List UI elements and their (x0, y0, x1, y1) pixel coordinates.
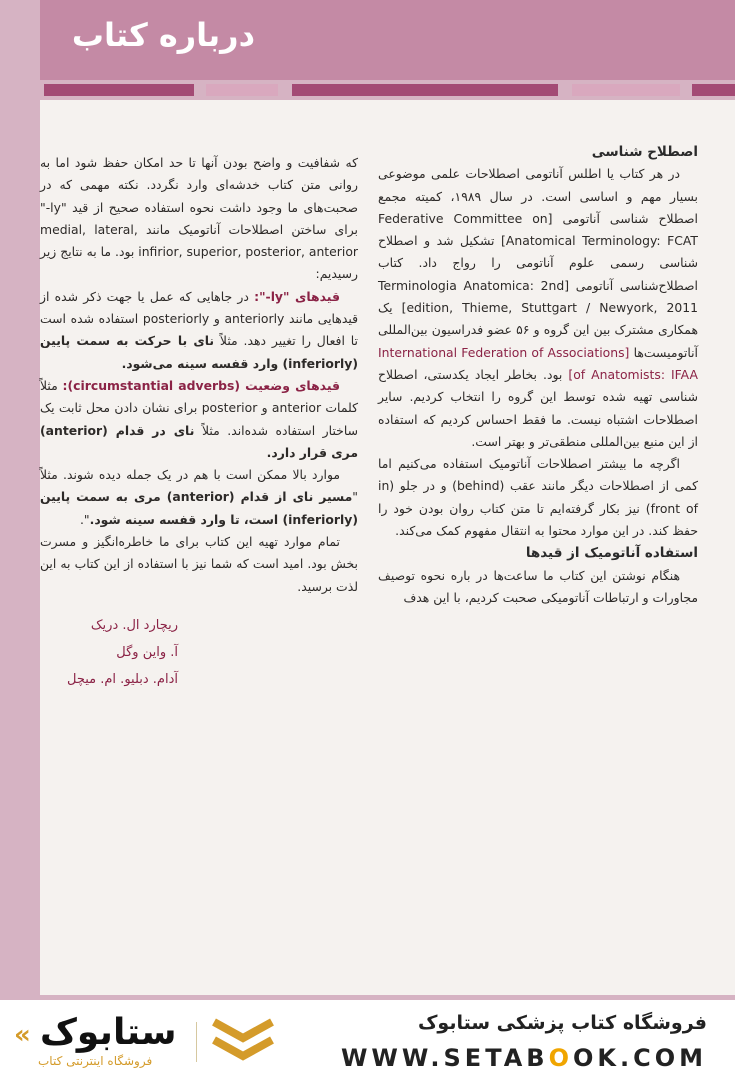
divider-stripe (292, 84, 558, 96)
signatures (40, 612, 358, 693)
chevron-stack-icon (208, 1014, 278, 1066)
logo-tagline: فروشگاه اینترنتی کتاب (38, 1054, 153, 1068)
footer-divider (196, 1022, 197, 1062)
paragraph: اگرچه ما بیشتر اصطلاحات آناتومیک استفاده می‌کنیم اما کمی از اصطلاحات دیگر مانند عقب (behind) و در جلو (in front of) نیز بکار گرفته‌ایم تا متن کتاب روان بودن خود را حفظ کند. در این موارد محتوا به انتقال مفهوم کمک می‌کند. (378, 456, 699, 539)
paragraph: در هر کتاب یا اطلس آناتومی اصطلاحات علمی موضوعی بسیار مهم و اساسی است. در سال ۱۹۸۹، کمیته مجمع اصطلاح شناسی آناتومی [Federative Committee on Anatomical Terminology: FCAT] تشکیل شد و اصطلاح شناسی رسمی علوم آناتومی را رواج داد. کتاب اصطلاح‌شناسی آناتومی [Terminologia Anatomica: 2nd edition, Thieme, Stuttgart / Newyork, 2011] یک همکاری مشترک بین این گروه و ۵۶ عضو فدراسیون بین‌المللی آناتومیست‌ها [International Federation of Associations of Anatomists: IFAA] بود. بخاطر ایجاد یکدستی، اصطلاح شناسی تهیه شده توسط این گروه را انتخاب کردیم. سایر اصطلاحات اشتباه نیست. ما فقط احساس کردیم که استفاده از این منبع بین‌المللی منطقی‌تر و بهتر است. (378, 166, 699, 449)
signature-author: آ. واین وگل (116, 644, 178, 660)
store-name: فروشگاه کتاب پزشکی ستابوک (417, 1012, 707, 1034)
paragraph: هنگام نوشتن این کتاب ما ساعت‌ها در باره نحوه توصیف مجاورات و ارتباطات آناتومیکی صحبت کردیم، با این هدف (378, 567, 698, 605)
footer-banner (0, 1000, 735, 1080)
ifaa-reference: [International Federation of Associations of Anatomists: IFAA] (378, 344, 698, 382)
paragraph: موارد بالا ممکن است با هم در یک جمله دیده شوند. مثلاً "مسیر نای از قدام (anterior) مری به سمت پایین (inferiorly) است، تا وارد قفسه سینه شود.". (40, 467, 358, 527)
double-chevron-icon: « (14, 1020, 31, 1050)
page-title: درباره کتاب (71, 16, 255, 54)
divider-stripe (692, 84, 735, 96)
section-heading-adverbs: استفاده آناتومیک از قیدها (525, 545, 698, 562)
signature-author: ریچارد ال. دریک (90, 617, 178, 633)
divider-stripe (44, 84, 194, 96)
subheading-circumstantial: قیدهای وضعیت (circumstantial adverbs): (62, 377, 340, 393)
divider-stripe (572, 84, 680, 96)
paragraph: قیدهای وضعیت (circumstantial adverbs): مثلاً کلمات anterior و posterior برای نشان دادن محل ثابت یک ساختار استفاده شده‌اند. مثلاً نای در قدام (anterior) مری قرار دارد. (40, 377, 358, 460)
divider-stripe (206, 84, 278, 96)
signature-author: آدام. دبلیو. ام. میچل (67, 671, 178, 687)
paragraph: قیدهای "ly-": در جاهایی که عمل یا جهت ذکر شده از قیدهایی مانند anteriorly و posteriorly استفاده شده است تا افعال را تغییر دهد. مثلاً نای با حرکت به سمت پایین (inferiorly) وارد قفسه سینه می‌شود. (40, 288, 358, 371)
right-column (378, 141, 698, 609)
paragraph: که شفافیت و واضح بودن آنها تا حد امکان حفظ شود اما به روانی متن کتاب خدشه‌ای وارد نگردد. نکته مهمی که در صحبت‌های ما وجود داشت نحوه استفاده صحیح از قید "ly-" برای ساختن اصطلاحات آناتومیک مانند medial, lateral, infirior, superior, posterior, anterior بود. ما به نتایج زیر رسیدیم: (40, 155, 358, 282)
section-heading-terminology: اصطلاح شناسی (591, 144, 698, 160)
subheading-ly: قیدهای "ly-": (254, 288, 340, 304)
left-column (40, 152, 358, 693)
logo-wordmark: ستابوک (40, 1012, 177, 1053)
paragraph: تمام موارد تهیه این کتاب برای ما خاطره‌انگیز و مسرت بخش بود. امید است که شما نیز با استفاده از این کتاب به این لذت برسید. (40, 534, 358, 594)
website-link[interactable]: WWW.SETABOOK.COM (340, 1044, 707, 1072)
